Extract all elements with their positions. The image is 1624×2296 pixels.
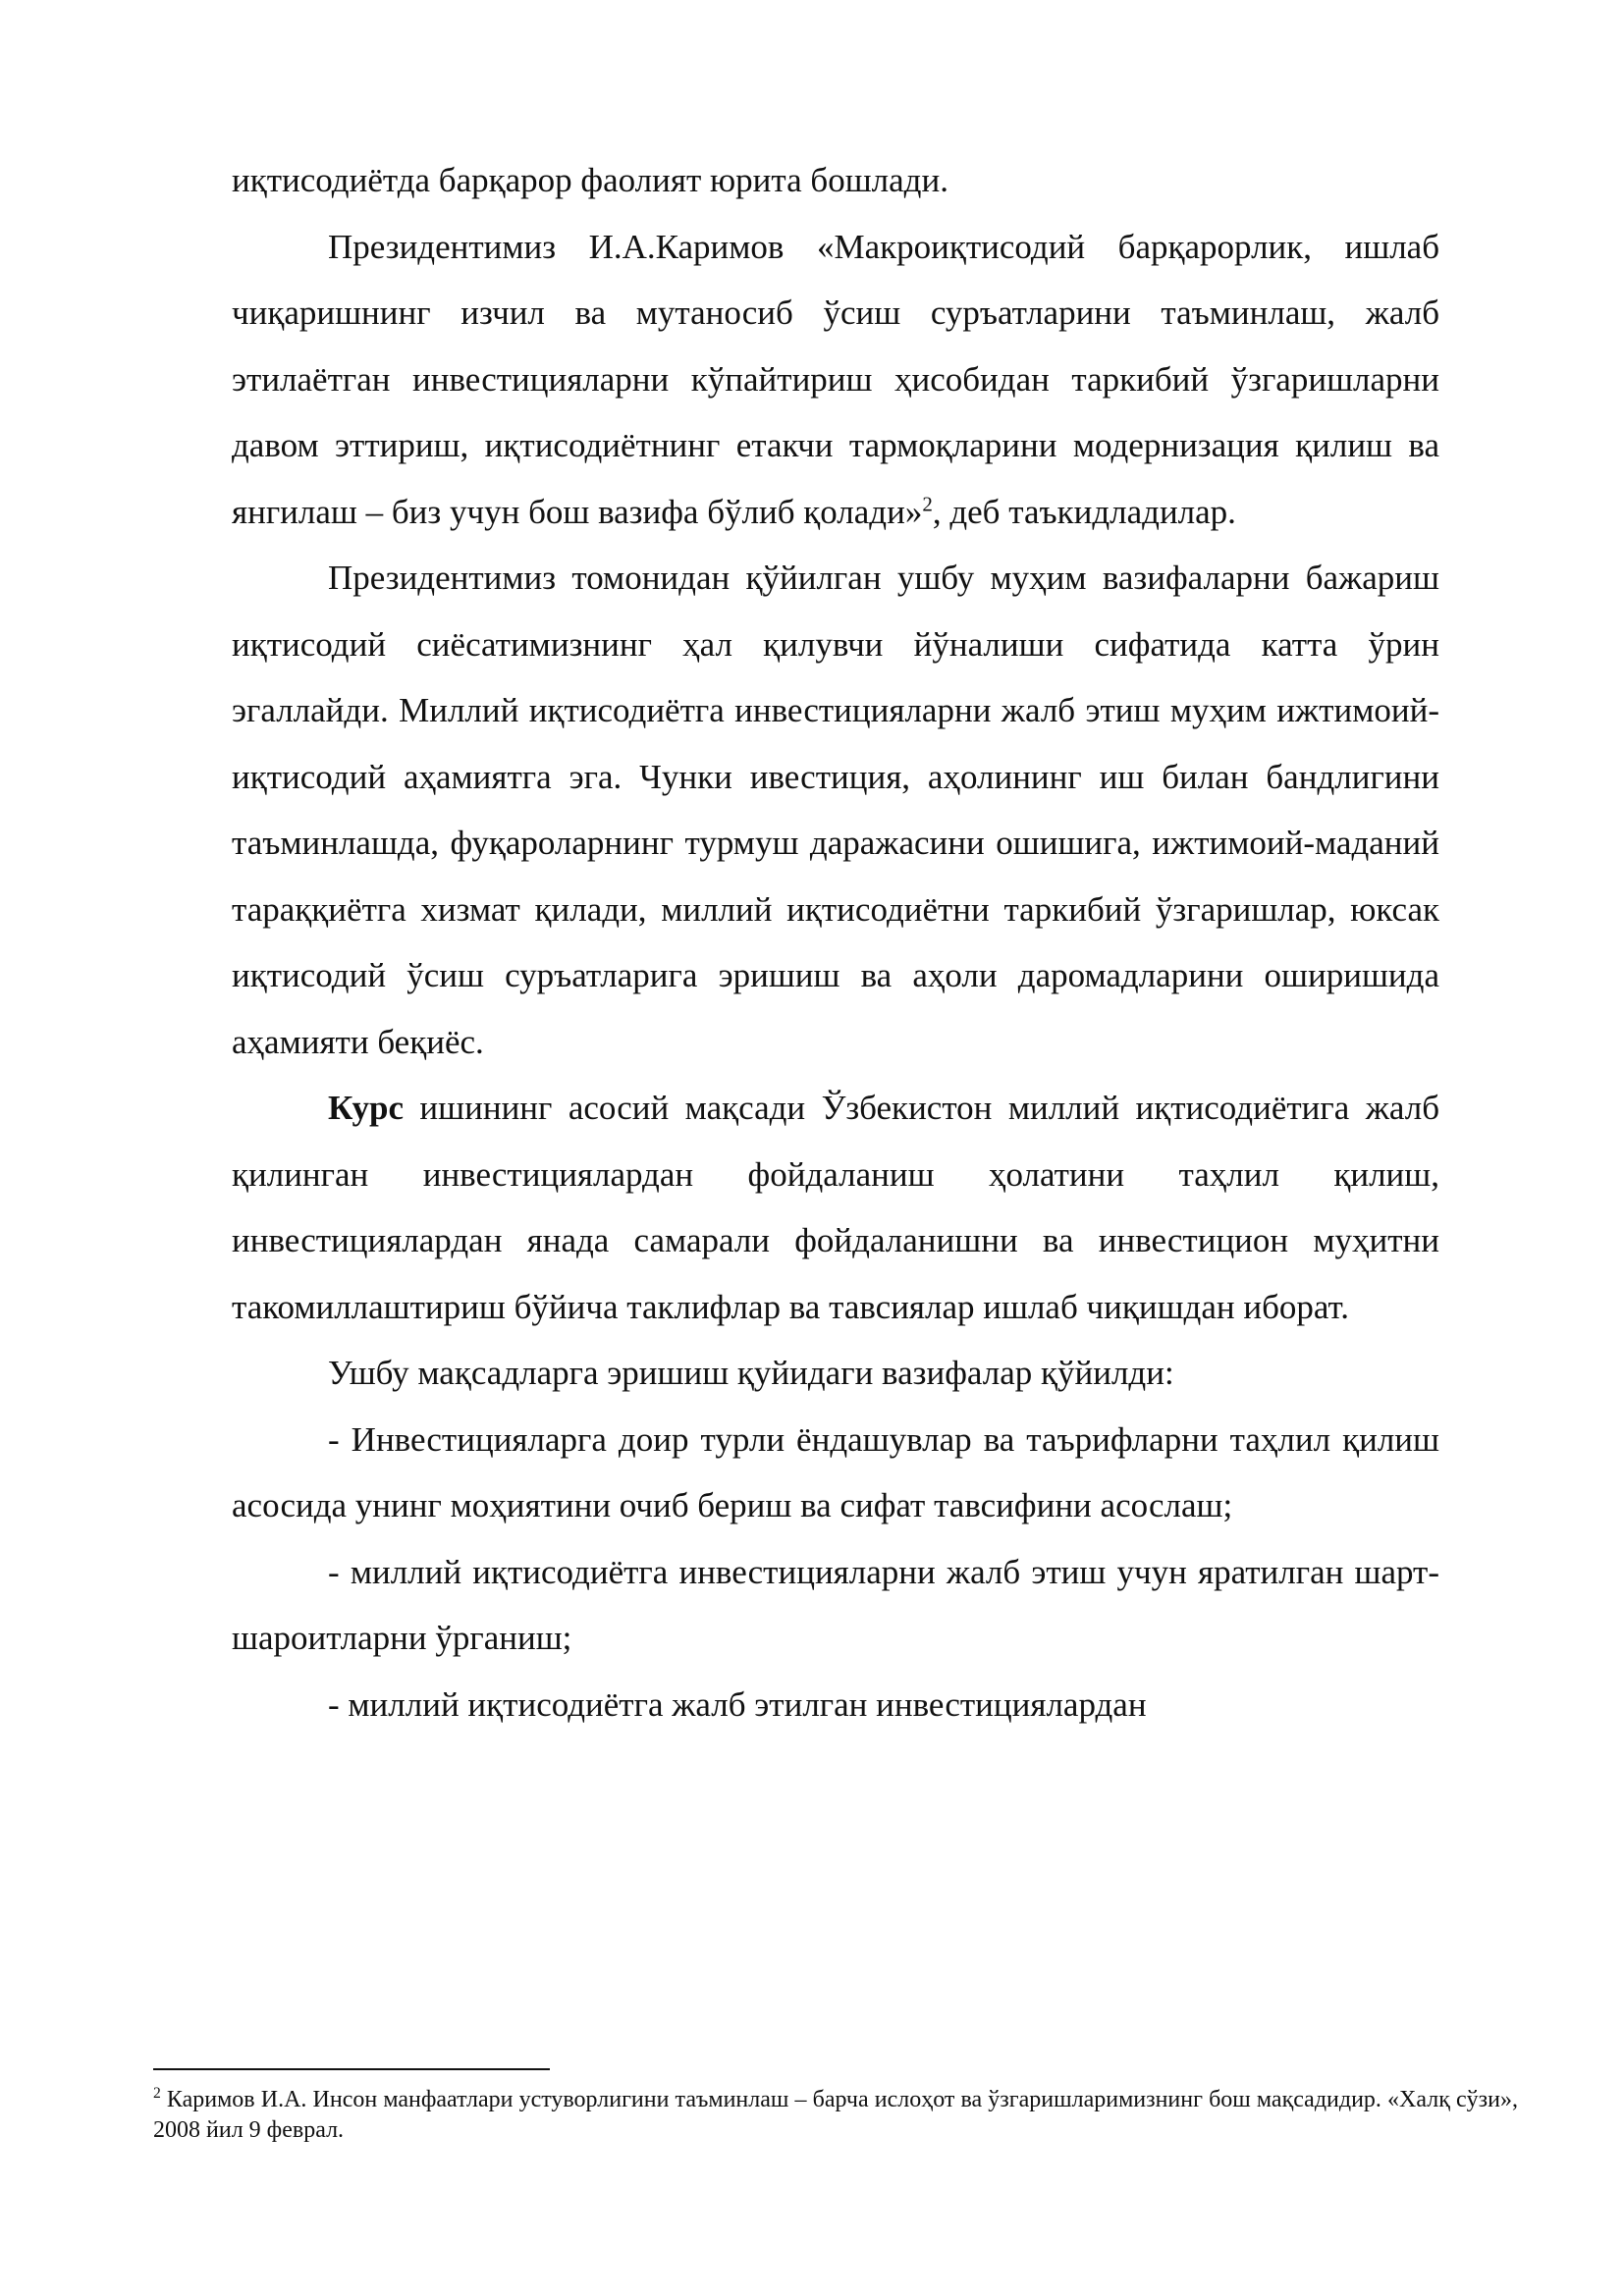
paragraph-text: Ушбу мақсадларга эришиш қуйидаги вазифалар қўйилди: — [328, 1354, 1174, 1392]
paragraph-text: Президентимиз томонидан қўйилган ушбу муҳим вазифаларни бажариш иқтисодий сиёсатимизнинг ҳал қилувчи йўналиши сифатида катта ўрин эгаллайди. Миллий иқтисодиётга инвестицияларни жалб этиш муҳим ижтимоий-иқтисодий аҳамиятга эга. Чунки ивестиция, аҳолининг иш билан бандлигини таъминлашда, фуқароларнинг турмуш даражасини ошишига, ижтимоий-маданий тараққиётга хизмат қилади, миллий иқтисодиётни таркибий ўзгаришлар, юксак иқтисодий ўсиш суръатларига эришиш ва аҳоли даромадларини оширишида аҳамияти беқиёс. — [232, 559, 1439, 1061]
paragraph-text: ишининг асосий мақсади Ўзбекистон миллий иқтисодиётига жалб қилинган инвестициялардан фойдаланиш ҳолатини таҳлил қилиш, инвестициялардан янада самарали фойдаланишни ва инвестицион муҳитни такомиллаштириш бўйича таклифлар ва тавсиялар ишлаб чиқишдан иборат. — [232, 1089, 1439, 1326]
list-item-3 — [232, 1672, 1439, 1738]
footnote-separator — [153, 2068, 550, 2070]
footnote-text: Каримов И.А. Инсон манфаатлари устуворлигини таъминлаш – барча ислоҳот ва ўзгаришларимизнинг бош мақсадидир. «Халқ сўзи», 2008 йил 9 феврал. — [153, 2087, 1518, 2143]
paragraph-text: Президентимиз И.А.Каримов «Макроиқтисодий барқарорлик, ишлаб чиқаришнинг изчил ва мутаносиб ўсиш суръатларини таъминлаш, жалб этилаётган инвестицияларни кўпайтириш ҳисобидан таркибий ўзгаришларни давом эттириш, иқтисодиётнинг етакчи тармоқларини модернизация қилиш ва янгилаш – биз учун бош вазифа бўлиб қолади» — [232, 227, 1439, 531]
paragraph-2 — [232, 214, 1439, 546]
paragraph-4 — [232, 1075, 1439, 1340]
footnote — [153, 2085, 1518, 2146]
body-text — [232, 147, 1439, 1737]
paragraph-text: , деб таъкидладилар. — [932, 492, 1236, 531]
footnote-number: 2 — [153, 2085, 161, 2102]
paragraph-text: иқтисодиётда барқарор фаолият юрита бошлади. — [232, 161, 948, 199]
paragraph-3 — [232, 545, 1439, 1075]
list-item-1 — [232, 1407, 1439, 1539]
list-item-text: - Инвестицияларга доир турли ёндашувлар ва таърифларни таҳлил қилиш асосида унинг моҳиятини очиб бериш ва сифат тавсифини асослаш; — [232, 1419, 1439, 1524]
paragraph-1 — [232, 147, 1439, 214]
footnote-reference: 2 — [922, 491, 933, 515]
bold-lead-word: Курс — [328, 1089, 405, 1127]
list-item-text: - миллий иқтисодиётга инвестицияларни жалб этиш учун яратилган шарт-шароитларни ўрганиш; — [232, 1552, 1439, 1657]
list-item-text: - миллий иқтисодиётга жалб этилган инвестициялардан — [328, 1684, 1147, 1724]
paragraph-5 — [232, 1340, 1439, 1407]
footnote-entry — [153, 2085, 1518, 2146]
list-item-2 — [232, 1539, 1439, 1672]
